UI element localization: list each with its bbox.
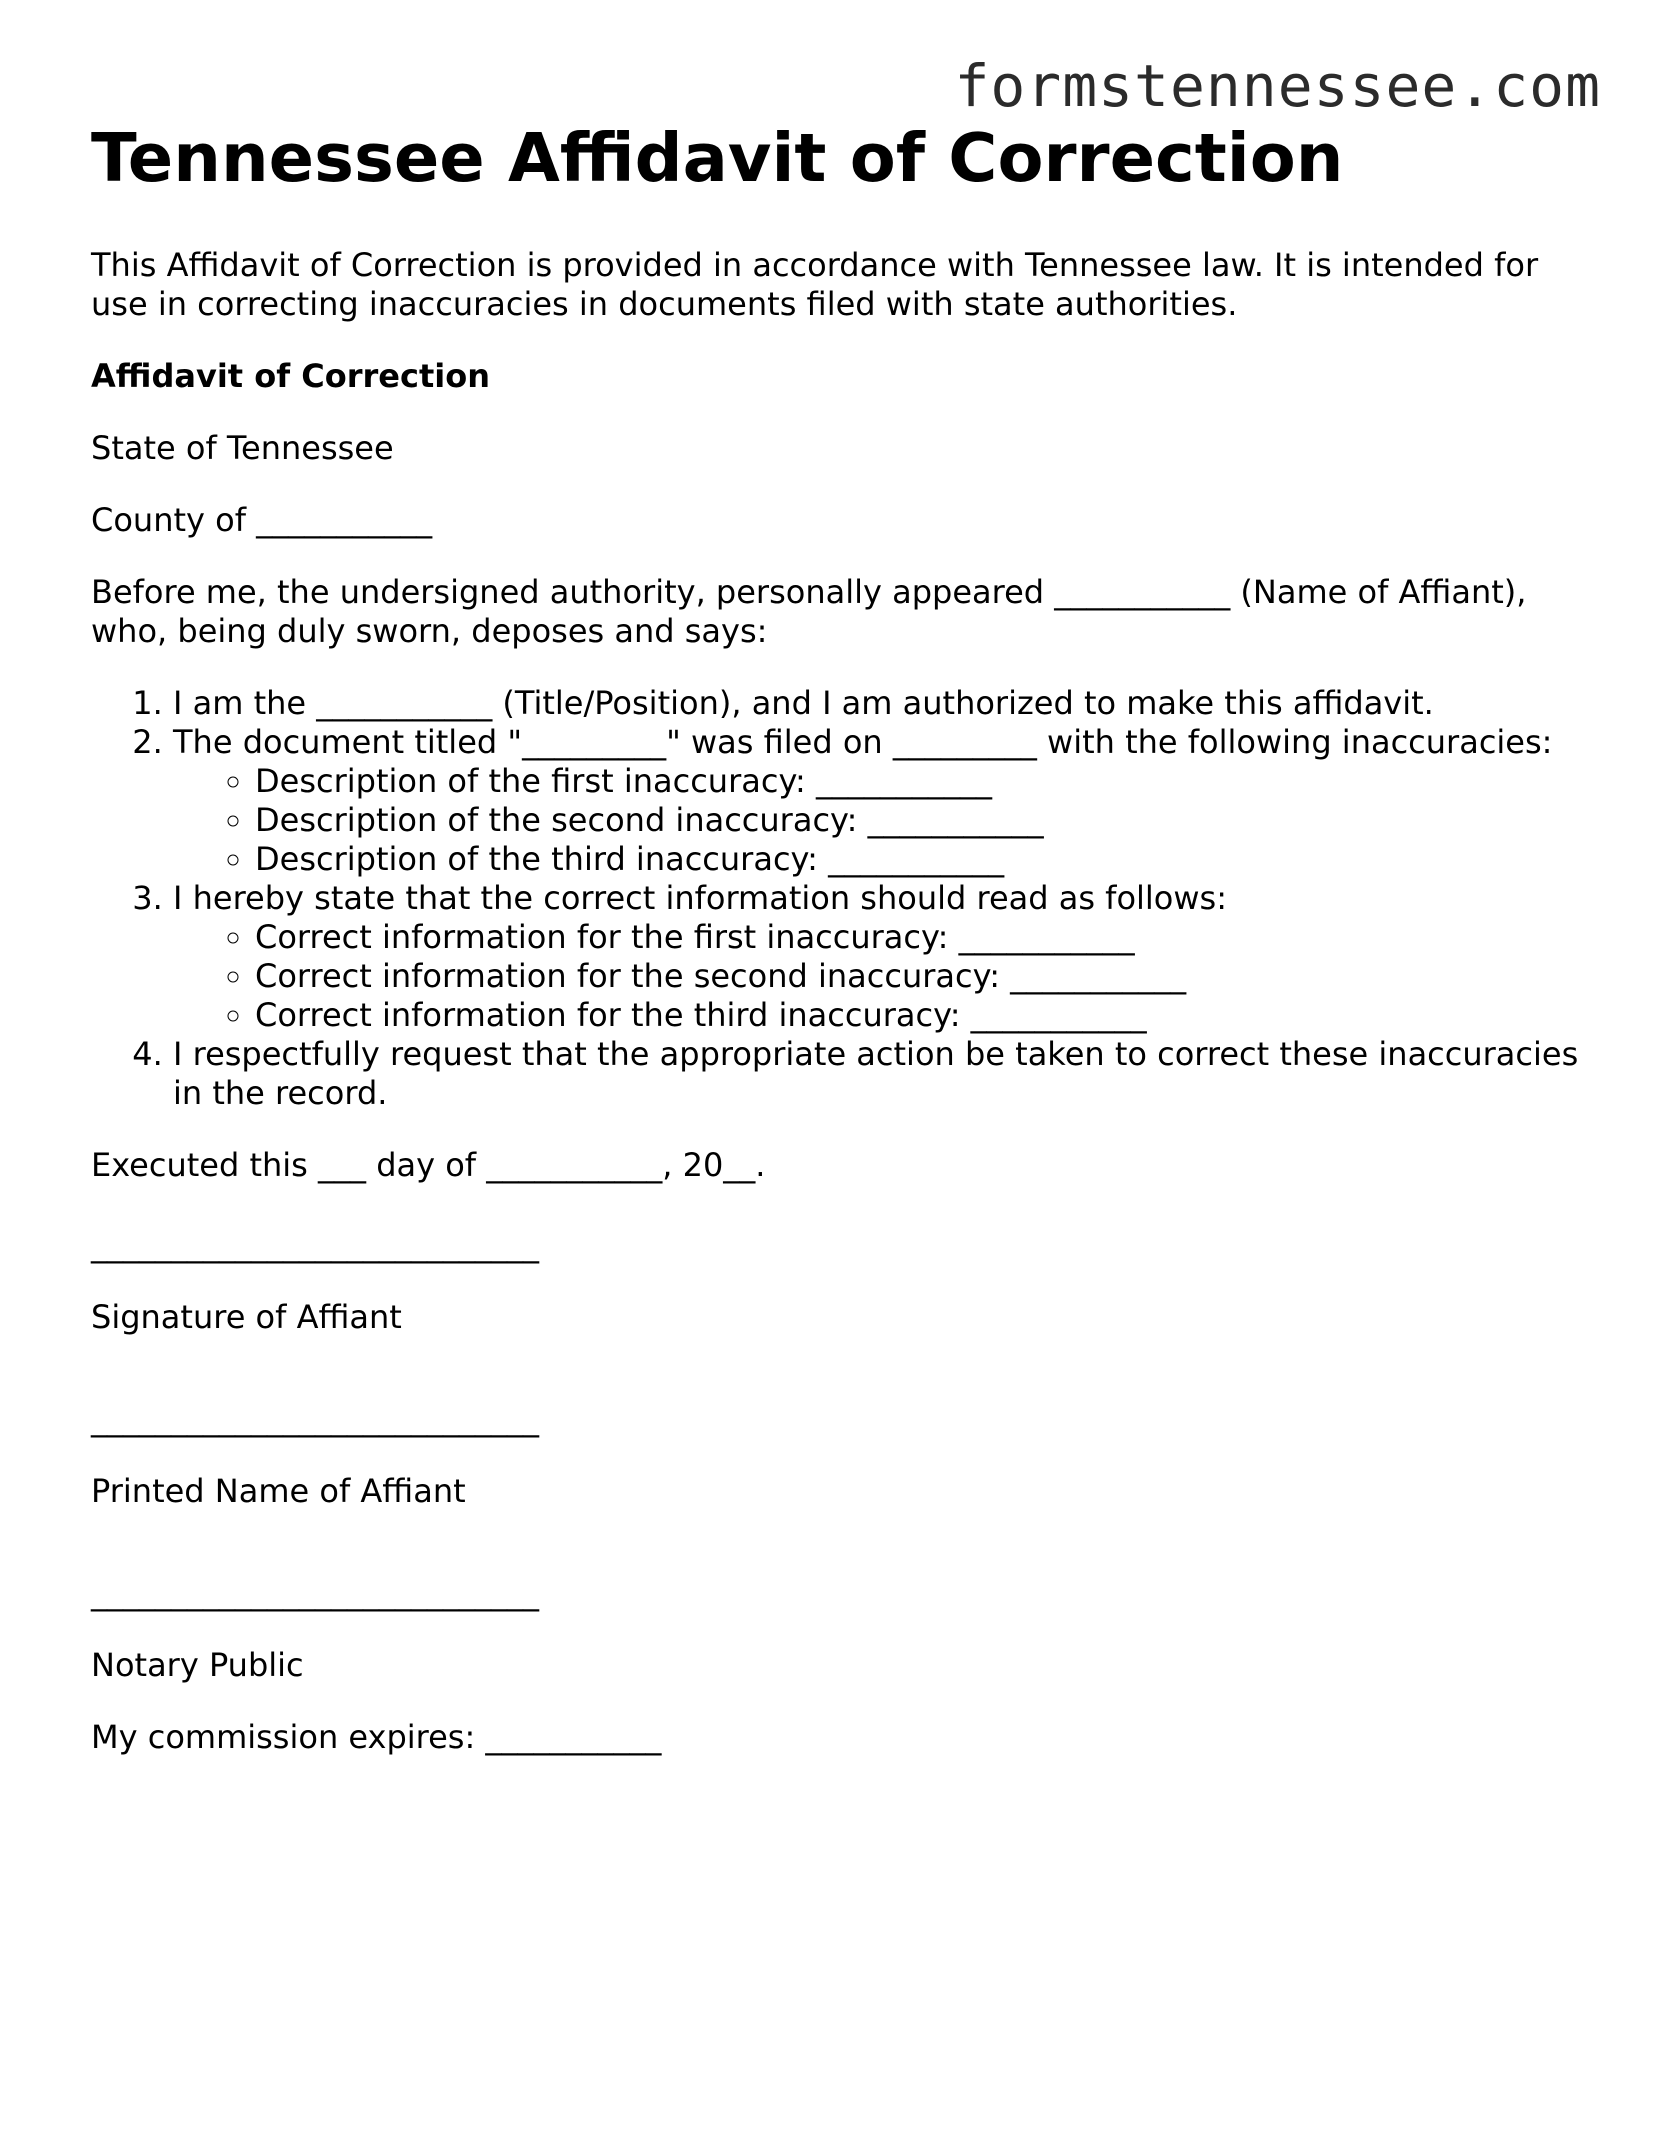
correction-list [173, 918, 1591, 1035]
inaccuracy-item: ◦ Description of the second inaccuracy: ___________ [255, 801, 1591, 840]
executed-line: Executed this ___ day of ___________, 20__. [91, 1146, 766, 1184]
statement-item [173, 879, 1591, 1035]
intro-paragraph: This Affidavit of Correction is provided in accordance with Tennessee law. It is intended for use in correcting inaccuracies in documents filed with state authorities. [91, 246, 1539, 323]
statement-text: I respectfully request that the appropriate action be taken to correct these inaccuracies in the record. [173, 1035, 1579, 1112]
correction-item: ◦ Correct information for the second inaccuracy: ___________ [255, 957, 1591, 996]
affidavit-statements [91, 684, 1591, 1113]
notary-line: ____________________________ [91, 1574, 539, 1612]
statement-item [173, 684, 1591, 723]
signature-line: ____________________________ [91, 1226, 539, 1264]
statement-text: I am the ___________ (Title/Position), and I am authorized to make this affidavit. [173, 684, 1434, 722]
document-page [91, 118, 1591, 1790]
statement-text: The document titled "_________" was filed on _________ with the following inaccuracies: [173, 723, 1553, 761]
state-line: State of Tennessee [91, 429, 394, 467]
section-heading: Affidavit of Correction [91, 357, 490, 395]
correction-item: ◦ Correct information for the third inaccuracy: ___________ [255, 996, 1591, 1035]
inaccuracy-item: ◦ Description of the third inaccuracy: ___________ [255, 840, 1591, 879]
inaccuracy-item: ◦ Description of the first inaccuracy: ___________ [255, 762, 1591, 801]
inaccuracy-list [173, 762, 1591, 879]
printed-name-line: ____________________________ [91, 1400, 539, 1438]
county-line: County of ___________ [91, 501, 433, 539]
site-watermark: formstennessee.com [954, 52, 1601, 120]
document-title: Tennessee Affidavit of Correction [91, 119, 1344, 197]
statement-item [173, 1035, 1591, 1113]
before-me-paragraph: Before me, the undersigned authority, personally appeared ___________ (Name of Affiant), who, being duly sworn, deposes and says: [91, 573, 1527, 650]
statement-text: I hereby state that the correct information should read as follows: [173, 879, 1227, 917]
correction-item: ◦ Correct information for the first inaccuracy: ___________ [255, 918, 1591, 957]
signature-label: Signature of Affiant [91, 1298, 402, 1336]
statement-item [173, 723, 1591, 879]
printed-name-label: Printed Name of Affiant [91, 1472, 466, 1510]
commission-expires-line: My commission expires: ___________ [91, 1718, 662, 1756]
notary-label: Notary Public [91, 1646, 304, 1684]
